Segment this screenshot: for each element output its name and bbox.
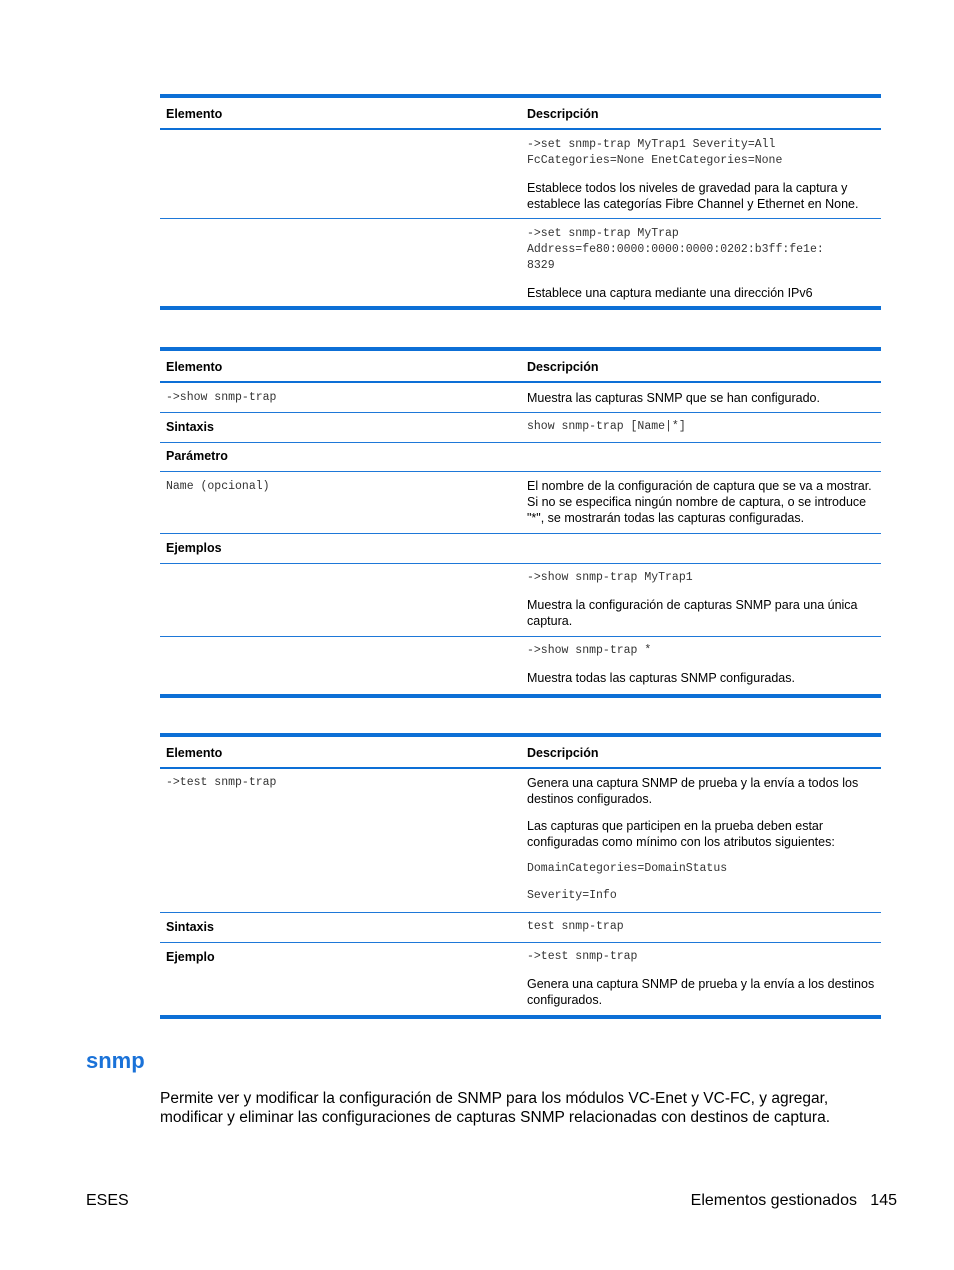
command-name: ->test snmp-trap <box>166 776 277 789</box>
table-row <box>160 913 881 943</box>
table-row <box>160 130 881 219</box>
table-header <box>160 351 881 383</box>
table-row <box>160 564 881 637</box>
table-row <box>160 383 881 413</box>
syntax-value: show snmp-trap [Name|*] <box>527 420 686 433</box>
command-requirements: Las capturas que participen en la prueba deben estar configuradas como mínimo con los atributos siguientes: <box>527 819 835 849</box>
table-row <box>160 769 881 913</box>
set-snmp-trap-examples-table <box>160 94 881 310</box>
example-description: Muestra la configuración de capturas SNMP para una única captura. <box>527 598 858 628</box>
table-row <box>160 534 881 564</box>
example-description: Muestra todas las capturas SNMP configuradas. <box>527 671 795 685</box>
example-command: ->show snmp-trap * <box>527 644 652 657</box>
header-descripcion: Descripción <box>527 360 599 374</box>
table-row <box>160 443 881 472</box>
syntax-label: Sintaxis <box>166 920 214 934</box>
example-description: Genera una captura SNMP de prueba y la envía a los destinos configurados. <box>527 977 875 1007</box>
required-attribute: DomainCategories=DomainStatus <box>527 862 728 875</box>
header-descripcion: Descripción <box>527 746 599 760</box>
parameter-label: Parámetro <box>166 449 228 463</box>
syntax-value: test snmp-trap <box>527 920 624 933</box>
show-snmp-trap-table <box>160 347 881 698</box>
test-snmp-trap-table <box>160 733 881 1019</box>
required-attribute: Severity=Info <box>527 889 617 902</box>
table-row <box>160 219 881 306</box>
command-description: Genera una captura SNMP de prueba y la envía a todos los destinos configurados. <box>527 776 859 806</box>
syntax-label: Sintaxis <box>166 420 214 434</box>
example-description: Establece todos los niveles de gravedad para la captura y establece las categorías Fibre Channel y Ethernet en None. <box>527 181 859 211</box>
section-description: Permite ver y modificar la configuración de SNMP para los módulos VC-Enet y VC-FC, y agregar, modificar y eliminar las configuraciones de capturas SNMP relacionadas con destinos de captura. <box>160 1090 831 1126</box>
footer-page-info: Elementos gestionados 145 <box>690 1192 897 1209</box>
header-elemento: Elemento <box>166 746 223 760</box>
example-command: ->set snmp-trap MyTrap1 Severity=All FcCategories=None EnetCategories=None <box>527 138 783 167</box>
header-descripcion: Descripción <box>527 107 599 121</box>
parameter-name: Name (opcional) <box>166 480 270 493</box>
example-label: Ejemplo <box>166 950 215 964</box>
header-elemento: Elemento <box>166 107 223 121</box>
example-command: ->test snmp-trap <box>527 950 638 963</box>
footer-language-code: ESES <box>86 1192 129 1209</box>
header-elemento: Elemento <box>166 360 223 374</box>
table-header <box>160 98 881 130</box>
example-description: Establece una captura mediante una dirección IPv6 <box>527 286 813 300</box>
example-command: ->set snmp-trap MyTrap Address=fe80:0000:0000:0000:0202:b3ff:fe1e: 8329 <box>527 227 824 272</box>
table-row <box>160 943 881 1015</box>
example-command: ->show snmp-trap MyTrap1 <box>527 571 693 584</box>
table-row <box>160 413 881 443</box>
command-description: Muestra las capturas SNMP que se han configurado. <box>527 391 820 405</box>
table-row <box>160 637 881 694</box>
table-header <box>160 737 881 769</box>
section-title: snmp <box>86 1048 145 1073</box>
command-name: ->show snmp-trap <box>166 391 277 404</box>
table-row <box>160 472 881 534</box>
parameter-description: El nombre de la configuración de captura que se va a mostrar. Si no se especifica ningún nombre de captura, o se introduce "*", se mostrarán todas las capturas configuradas. <box>527 479 872 525</box>
examples-label: Ejemplos <box>166 541 222 555</box>
